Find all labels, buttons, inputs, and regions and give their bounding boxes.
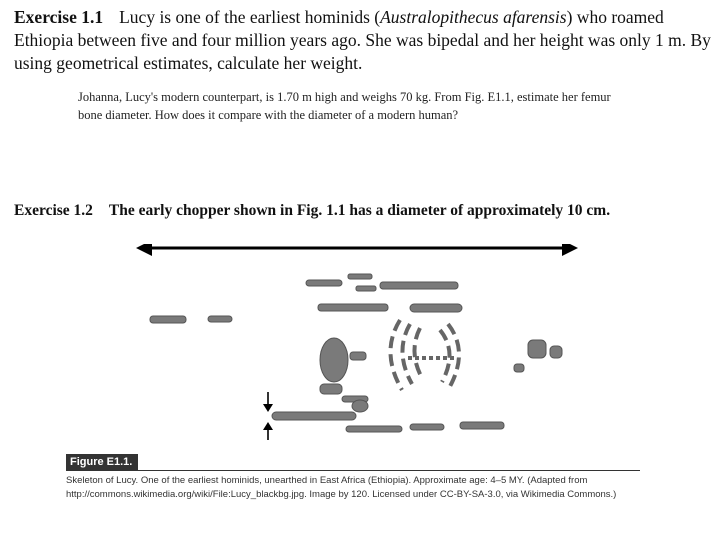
bone-fragment: [306, 280, 342, 286]
bone-fragment: [318, 304, 388, 311]
bone-fragment: [356, 286, 376, 291]
femur: [272, 412, 356, 420]
femur-head: [352, 400, 368, 412]
caption-divider: [66, 470, 640, 471]
pelvis: [320, 338, 348, 382]
exercise-1-1-text-end: ) who roamed Ethiopia between five and four million years ago. She was bipedal and her height was only 1 m. By using geometrical estimates, calculate her weight.: [14, 7, 711, 73]
exercise-1-1-label: Exercise 1.1: [14, 7, 104, 27]
exercise-1-1-text-start: Lucy is one of the earliest hominids (: [119, 7, 381, 27]
bone-fragment: [208, 316, 232, 322]
bone-fragment: [410, 424, 444, 430]
skeleton-bones: [150, 274, 562, 432]
bone-fragment: [150, 316, 186, 323]
exercise-1-2-text: The early chopper shown in Fig. 1.1 has a diameter of approximately 10 cm.: [108, 202, 611, 219]
exercise-1-1-paragraph: [14, 6, 714, 75]
bone-fragment: [320, 384, 342, 394]
bone-fragment: [380, 282, 458, 289]
figure-caption: Skeleton of Lucy. One of the earliest hominids, unearthed in East Africa (Ethiopia). Approximate age: 4–5 MY. (Adapted from http://commons.wikimedia.org/wiki/File:Lucy_blackbg.jpg. Image by 120. Licensed under CC-BY-SA-3.0, via Wikimedia Commons.): [66, 475, 617, 500]
bone-fragment: [460, 422, 504, 429]
johanna-paragraph: Johanna, Lucy's modern counterpart, is 1.70 m high and weighs 70 kg. From Fig. E1.1, estimate her femur bone diameter. How does it compare with the diameter of a modern human?: [78, 90, 611, 122]
height-arrow: [136, 244, 578, 256]
bone-fragment: [346, 426, 402, 432]
exercise-1-2-paragraph: [14, 201, 704, 220]
bone-fragment: [410, 304, 462, 312]
lucy-skeleton-figure: [110, 244, 630, 444]
bone-fragment: [348, 274, 372, 279]
exercise-1-2-label: Exercise 1.2: [14, 202, 93, 219]
bone-fragment: [528, 340, 546, 358]
figure-label: Figure E1.1.: [66, 454, 138, 470]
bone-fragment: [550, 346, 562, 358]
bone-fragment: [350, 352, 366, 360]
species-name: Australopithecus afarensis: [380, 7, 567, 27]
rib-cage: [390, 320, 459, 390]
bone-fragment: [514, 364, 524, 372]
